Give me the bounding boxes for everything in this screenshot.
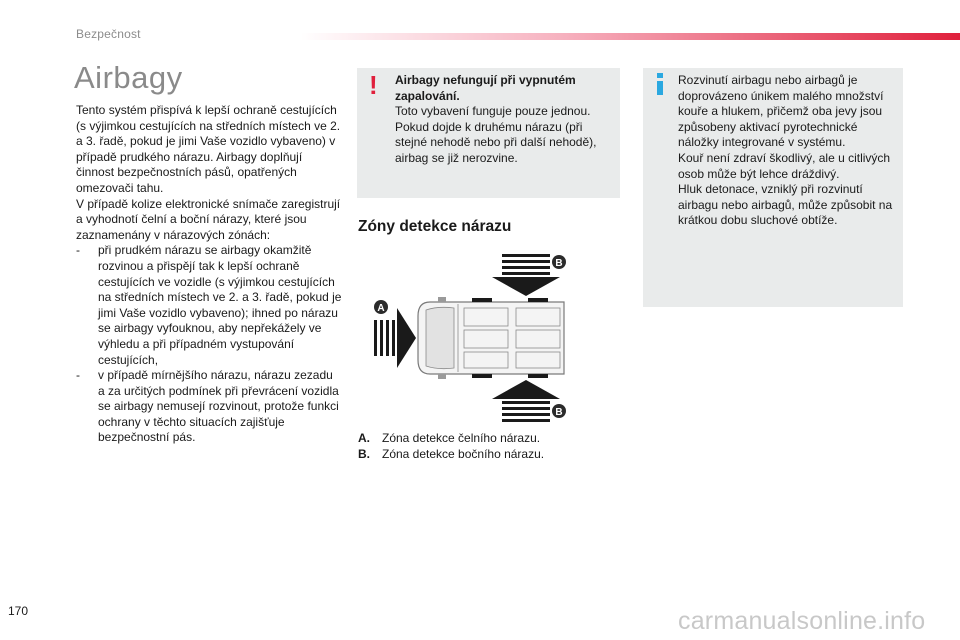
sensor-paragraph: V případě kolize elektronické snímače zaregistrují a vyhodnotí čelní a boční nárazy, které jsou zaznamenány v nárazových zónách: — [76, 196, 341, 242]
zone-b-bottom-badge — [552, 404, 566, 418]
warning-exclamation-icon: ! — [369, 70, 378, 100]
info-icon — [654, 72, 666, 96]
zone-b-bottom-label: B — [555, 407, 563, 418]
zone-a-badge — [374, 300, 388, 314]
warning-text — [395, 73, 610, 167]
zone-b-top-label: B — [555, 258, 563, 269]
legend-text: Zóna detekce čelního nárazu. — [382, 431, 541, 445]
list-item-text: při prudkém nárazu se airbagy okamžitě rozvinou a přispějí tak k lepší ochraně cestujících ve vozidle (s výjimkou cestujících na středních místech ve 2. a 3. řadě, pokud je jimi Vaše vozidlo vybaveno); ihned po nárazu se airbagy vyfouknou, aby nepřekážely ve výhledu a při případném vystupování cestujících, — [98, 243, 342, 367]
side-arrow-bottom — [492, 380, 563, 422]
info-paragraph: Hluk detonace, vzniklý při rozvinutí airbagu nebo airbagů, může způsobit na krátkou dobu sluchové obtíže. — [678, 182, 893, 228]
info-text — [678, 73, 896, 229]
page-title: Airbagy — [74, 60, 183, 95]
watermark: carmanualsonline.info — [678, 607, 926, 635]
page-number: 170 — [8, 604, 29, 618]
intro-paragraph: Tento systém přispívá k lepší ochraně cestujících (s výjimkou cestujících na středních místech ve 2. a 3. řadě, pokud je jimi Vaše vozidlo vybaveno) v případě prudkého nárazu. Airbagy doplňují činnost bezpečnostních pásů, opatřených omezovači tahu. — [76, 103, 341, 195]
info-paragraph: Kouř není zdraví škodlivý, ale u citlivých osob může být lehce dráždivý. — [678, 150, 891, 181]
list-dash: - — [76, 243, 80, 258]
front-arrow — [374, 308, 416, 368]
zone-a-label: A — [377, 303, 385, 314]
side-arrow-top — [492, 254, 563, 296]
zones-heading: Zóny detekce nárazu — [358, 218, 512, 235]
warning-line: Pokud dojde k druhému nárazu (při stejné nehodě nebo při další nehodě), airbag se již nerozvine. — [395, 119, 597, 165]
header-accent-bar — [300, 33, 960, 40]
legend-key: B. — [358, 446, 370, 461]
warning-title: Airbagy nefungují při vypnutém zapalování. — [395, 73, 576, 103]
legend-row — [358, 431, 544, 447]
zones-legend — [358, 431, 544, 462]
intro-text — [76, 103, 342, 446]
list-item — [76, 368, 342, 446]
legend-row — [358, 447, 544, 463]
impact-zones-diagram — [368, 250, 578, 425]
list-item-text: v případě mírnějšího nárazu, nárazu zezadu a za určitých podmínek při převrácení vozidla se airbagy nemusejí rozvinout, protože funkci ochrany v těchto situacích zajišťuje bezpečnostní pás. — [98, 368, 339, 445]
zone-b-top-badge — [552, 255, 566, 269]
info-paragraph: Rozvinutí airbagu nebo airbagů je doprovázeno únikem malého množství kouře a hlukem, přičemž oba jevy jsou způsobeny aktivací pyrotechnické náložky integrované v systému. — [678, 73, 884, 150]
legend-text: Zóna detekce bočního nárazu. — [382, 446, 545, 461]
van-top-view — [418, 297, 564, 379]
list-dash: - — [76, 368, 80, 383]
legend-key: A. — [358, 431, 370, 445]
list-item — [76, 243, 342, 368]
section-label: Bezpečnost — [76, 27, 141, 41]
warning-line: Toto vybavení funguje pouze jednou. — [395, 104, 591, 119]
